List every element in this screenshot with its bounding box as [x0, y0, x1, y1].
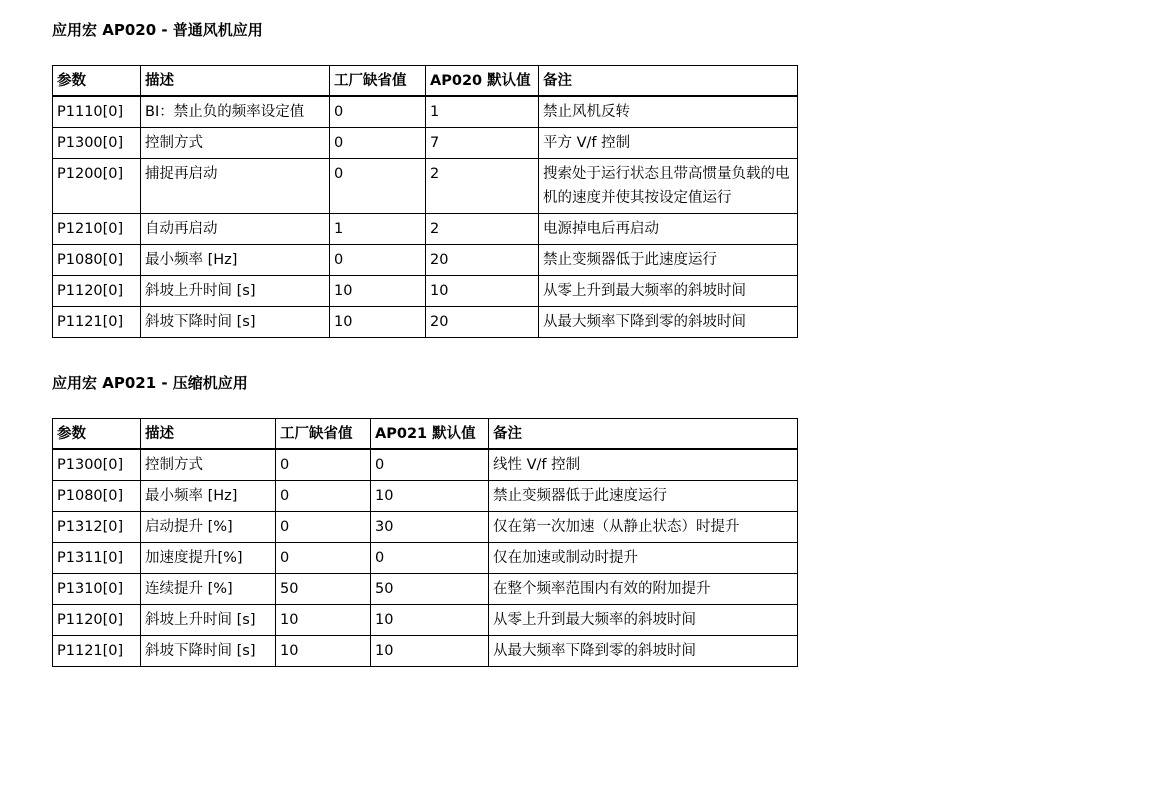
cell-description: 加速度提升[%]	[141, 543, 276, 574]
header-description: 描述	[141, 419, 276, 450]
cell-remarks: 搜索处于运行状态且带高惯量负载的电机的速度并使其按设定值运行	[539, 159, 798, 214]
cell-description: 斜坡下降时间 [s]	[141, 307, 330, 338]
header-parameter: 参数	[53, 66, 141, 97]
cell-remarks: 从最大频率下降到零的斜坡时间	[489, 636, 798, 667]
cell-description: 捕捉再启动	[141, 159, 330, 214]
cell-parameter: P1300[0]	[53, 128, 141, 159]
cell-remarks: 仅在加速或制动时提升	[489, 543, 798, 574]
header-factory-default: 工厂缺省值	[330, 66, 426, 97]
cell-macro-default: 0	[371, 543, 489, 574]
cell-macro-default: 7	[426, 128, 539, 159]
cell-macro-default: 50	[371, 574, 489, 605]
table-header-row	[53, 419, 798, 450]
cell-macro-default: 0	[371, 449, 489, 481]
cell-description: 自动再启动	[141, 214, 330, 245]
cell-factory-default: 0	[330, 128, 426, 159]
table-row	[53, 481, 798, 512]
cell-macro-default: 10	[426, 276, 539, 307]
table-row	[53, 96, 798, 128]
cell-factory-default: 0	[276, 543, 371, 574]
cell-description: 斜坡下降时间 [s]	[141, 636, 276, 667]
cell-factory-default: 50	[276, 574, 371, 605]
header-macro-default: AP021 默认值	[371, 419, 489, 450]
cell-remarks: 禁止风机反转	[539, 96, 798, 128]
cell-description: 连续提升 [%]	[141, 574, 276, 605]
cell-macro-default: 20	[426, 245, 539, 276]
header-remarks: 备注	[539, 66, 798, 97]
cell-description: 斜坡上升时间 [s]	[141, 276, 330, 307]
cell-description: 控制方式	[141, 128, 330, 159]
cell-parameter: P1110[0]	[53, 96, 141, 128]
cell-parameter: P1210[0]	[53, 214, 141, 245]
header-remarks: 备注	[489, 419, 798, 450]
cell-factory-default: 10	[276, 605, 371, 636]
table-row	[53, 636, 798, 667]
cell-macro-default: 10	[371, 605, 489, 636]
cell-parameter: P1121[0]	[53, 636, 141, 667]
cell-factory-default: 0	[276, 481, 371, 512]
ap021-parameter-table	[52, 418, 798, 667]
cell-factory-default: 1	[330, 214, 426, 245]
cell-description: 控制方式	[141, 449, 276, 481]
table-row	[53, 543, 798, 574]
cell-factory-default: 10	[330, 276, 426, 307]
cell-macro-default: 10	[371, 481, 489, 512]
cell-remarks: 从零上升到最大频率的斜坡时间	[489, 605, 798, 636]
cell-macro-default: 2	[426, 214, 539, 245]
cell-description: 最小频率 [Hz]	[141, 245, 330, 276]
cell-macro-default: 2	[426, 159, 539, 214]
cell-remarks: 禁止变频器低于此速度运行	[539, 245, 798, 276]
header-description: 描述	[141, 66, 330, 97]
cell-macro-default: 1	[426, 96, 539, 128]
cell-remarks: 平方 V/f 控制	[539, 128, 798, 159]
cell-parameter: P1120[0]	[53, 276, 141, 307]
cell-macro-default: 20	[426, 307, 539, 338]
cell-factory-default: 10	[276, 636, 371, 667]
cell-description: 启动提升 [%]	[141, 512, 276, 543]
cell-macro-default: 30	[371, 512, 489, 543]
cell-description: 最小频率 [Hz]	[141, 481, 276, 512]
cell-parameter: P1120[0]	[53, 605, 141, 636]
cell-remarks: 禁止变频器低于此速度运行	[489, 481, 798, 512]
cell-remarks: 在整个频率范围内有效的附加提升	[489, 574, 798, 605]
table-row	[53, 449, 798, 481]
table-row	[53, 245, 798, 276]
cell-factory-default: 10	[330, 307, 426, 338]
cell-factory-default: 0	[330, 245, 426, 276]
cell-description: BI：禁止负的频率设定值	[141, 96, 330, 128]
cell-parameter: P1311[0]	[53, 543, 141, 574]
header-macro-default: AP020 默认值	[426, 66, 539, 97]
cell-remarks: 从最大频率下降到零的斜坡时间	[539, 307, 798, 338]
table-row	[53, 214, 798, 245]
cell-remarks: 线性 V/f 控制	[489, 449, 798, 481]
table-row	[53, 605, 798, 636]
cell-factory-default: 0	[276, 449, 371, 481]
cell-parameter: P1080[0]	[53, 481, 141, 512]
cell-parameter: P1300[0]	[53, 449, 141, 481]
header-parameter: 参数	[53, 419, 141, 450]
cell-remarks: 仅在第一次加速（从静止状态）时提升	[489, 512, 798, 543]
table-row	[53, 276, 798, 307]
cell-parameter: P1312[0]	[53, 512, 141, 543]
cell-description: 斜坡上升时间 [s]	[141, 605, 276, 636]
section-title-ap020: 应用宏 AP020 - 普通风机应用	[52, 21, 263, 39]
section-title-ap021: 应用宏 AP021 - 压缩机应用	[52, 374, 248, 392]
cell-parameter: P1121[0]	[53, 307, 141, 338]
table-header-row	[53, 66, 798, 97]
cell-parameter: P1310[0]	[53, 574, 141, 605]
cell-remarks: 从零上升到最大频率的斜坡时间	[539, 276, 798, 307]
cell-parameter: P1080[0]	[53, 245, 141, 276]
cell-factory-default: 0	[330, 159, 426, 214]
table-row	[53, 574, 798, 605]
table-row	[53, 307, 798, 338]
cell-remarks: 电源掉电后再启动	[539, 214, 798, 245]
cell-factory-default: 0	[276, 512, 371, 543]
table-row	[53, 512, 798, 543]
cell-parameter: P1200[0]	[53, 159, 141, 214]
header-factory-default: 工厂缺省值	[276, 419, 371, 450]
table-row	[53, 128, 798, 159]
table-row	[53, 159, 798, 214]
ap020-parameter-table	[52, 65, 798, 338]
cell-macro-default: 10	[371, 636, 489, 667]
cell-factory-default: 0	[330, 96, 426, 128]
